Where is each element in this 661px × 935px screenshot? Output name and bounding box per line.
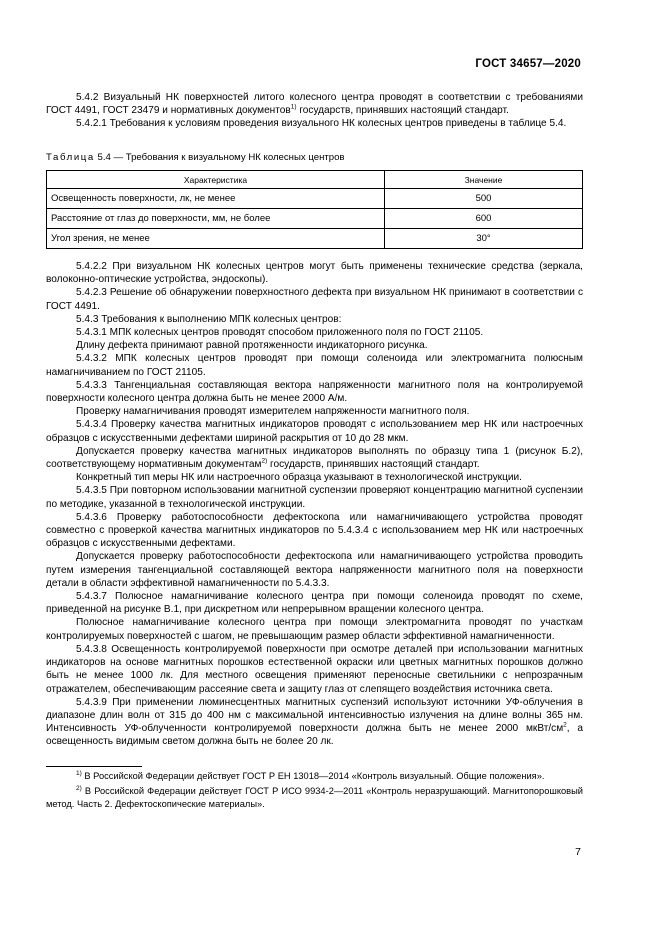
superscript: 2 — [563, 721, 567, 729]
footnote-text: В Российской Федерации действует ГОСТ Р ИСО 9934-2—2011 «Контроль неразрушающий. Магнитопорошковый метод. Часть 2. Дефектоскопические материалы». — [46, 786, 583, 809]
footnote-ref: 2) — [261, 457, 268, 465]
column-header: Значение — [385, 171, 583, 189]
paragraph: Допускается проверку работоспособности дефектоскопа или намагничивающего устройства проводить путем измерения тангенциальной составляющей вектора напряженности магнитного поля на поверхности детали в области эффективной намагниченности по 5.4.3.3. — [46, 551, 583, 589]
footnote-marker: 1) — [76, 769, 82, 777]
paragraph: Конкретный тип меры НК или настроечного образца указывают в технологической инструкции. — [76, 472, 522, 484]
table-row — [47, 189, 583, 209]
top-section — [46, 91, 583, 131]
table-cell: Угол зрения, не менее — [47, 229, 385, 249]
paragraph: Проверку намагничивания проводят измерителем напряженности магнитного поля. — [76, 406, 470, 418]
paragraph: Длину дефекта принимают равной протяженности индикаторного рисунка. — [76, 340, 428, 352]
paragraph-text: 5.4.2 Визуальный НК поверхностей литого колесного центра проводят в соответствии с требованиями ГОСТ 4491, ГОСТ 23479 и нормативных документов — [46, 92, 583, 117]
paragraph: Полюсное намагничивание колесного центра при помощи электромагнита проводят по участкам контролируемых поверхностей с шагом, не превышающим размер области эффективной намагниченности. — [46, 617, 583, 642]
footnote-divider — [46, 766, 142, 767]
standard-header: ГОСТ 34657—2020 — [475, 58, 581, 70]
paragraph: 5.4.3.4 Проверку качества магнитных индикаторов проводят с использованием мер НК или настроечных образцов с искусственными дефектами шириной раскрытия от 10 до 28 мкм. — [46, 419, 583, 444]
requirements-table — [46, 170, 583, 249]
footnote-text: В Российской Федерации действует ГОСТ Р ЕН 13018—2014 «Контроль визуальный. Общие положения». — [81, 771, 545, 781]
paragraph: 5.4.3.2 МПК колесных центров проводят при помощи соленоида или электромагнита полюсным намагничиванием по ГОСТ 21105. — [46, 353, 583, 378]
paragraph: 5.4.3.3 Тангенциальная составляющая вектора напряженности магнитного поля на контролируемой поверхности колесного центра должна быть не менее 2000 А/м. — [46, 379, 583, 405]
table-row — [47, 209, 583, 229]
table-cell: Освещенность поверхности, лк, не менее — [47, 189, 385, 209]
table-caption-prefix: Таблица — [46, 152, 95, 163]
paragraph: 5.4.3.7 Полюсное намагничивание колесного центра при помощи соленоида проводят по схеме, приведенной на рисунке В.1, при дискретном или непрерывном вращении колесного центра. — [46, 591, 583, 616]
paragraph-5-4-2 — [46, 91, 583, 117]
paragraph: 5.4.2.3 Решение об обнаружении поверхностного дефекта при визуальном НК принимают в соответствии с ГОСТ 4491. — [46, 287, 583, 312]
table-cell: Расстояние от глаз до поверхности, мм, не более — [47, 209, 385, 229]
paragraph — [46, 445, 583, 471]
footnotes — [46, 770, 583, 813]
table-caption-text: 5.4 — Требования к визуальному НК колесных центров — [94, 152, 345, 163]
paragraph — [46, 696, 583, 749]
paragraph-text: , а освещенность видимым светом должна быть не более 20 лк. — [46, 723, 583, 748]
paragraph-text: Допускается проверку качества магнитных индикаторов выполнять по образцу типа 1 (рисунок Б.2), соответствующему нормативным документам — [46, 445, 583, 471]
paragraph-text: государств, принявших настоящий стандарт. — [296, 105, 509, 117]
footnote — [46, 770, 583, 782]
paragraph-text: 5.4.3.9 При применении люминесцентных магнитных суспензий используют источники УФ-облучения в диапазоне длин волн от 315 до 400 нм с максимальной интенсивностью излучения на длине волны 365 нм. Интенсивность УФ-облученности контролируемой поверхности должна быть не менее 2000 мкВт/см — [46, 696, 583, 735]
paragraph: 5.4.3.8 Освещенность контролируемой поверхности при осмотре деталей при использовании магнитных индикаторов на основе магнитных порошков естественной окраски или цветных магнитных порошков должно быть не менее 1000 лк. Для местного освещения применяют переносные светильники с непрозрачным отражателем, обеспечивающим рассеяние света и защиту глаз от слепящего воздействия источника света. — [46, 643, 583, 695]
table-caption — [46, 152, 345, 163]
paragraph: 5.4.3.5 При повторном использовании магнитной суспензии проверяют концентрацию магнитной суспензии по методике, указанной в технологической инструкции. — [46, 485, 583, 510]
page-number: 7 — [575, 846, 581, 858]
table-cell: 600 — [385, 209, 583, 229]
paragraph-text: государств, принявших настоящий стандарт. — [267, 459, 480, 471]
paragraph: 5.4.2.2 При визуальном НК колесных центров могут быть применены технические средства (зеркала, волоконно-оптические устройства, эндоскопы). — [46, 261, 583, 286]
footnote-marker: 2) — [76, 785, 82, 793]
paragraph: 5.4.3 Требования к выполнению МПК колесных центров: — [76, 313, 342, 325]
paragraph: 5.4.3.6 Проверку работоспособности дефектоскопа или намагничивающего устройства проводят совместно с проверкой качества магнитных индикаторов по 5.4.3.4 с использованием мер НК или настроечных образцов с искусственными дефектами. — [46, 511, 583, 550]
table-header-row — [47, 171, 583, 189]
main-section — [46, 260, 583, 749]
column-header: Характеристика — [47, 171, 385, 189]
table-row — [47, 229, 583, 249]
paragraph-5-4-2-1: 5.4.2.1 Требования к условиям проведения визуального НК колесных центров приведены в таблице 5.4. — [76, 118, 567, 130]
paragraph: 5.4.3.1 МПК колесных центров проводят способом приложенного поля по ГОСТ 21105. — [76, 327, 484, 339]
table-cell: 30° — [385, 229, 583, 249]
table-cell: 500 — [385, 189, 583, 209]
footnote-ref: 1) — [290, 103, 297, 111]
footnote — [46, 785, 583, 810]
